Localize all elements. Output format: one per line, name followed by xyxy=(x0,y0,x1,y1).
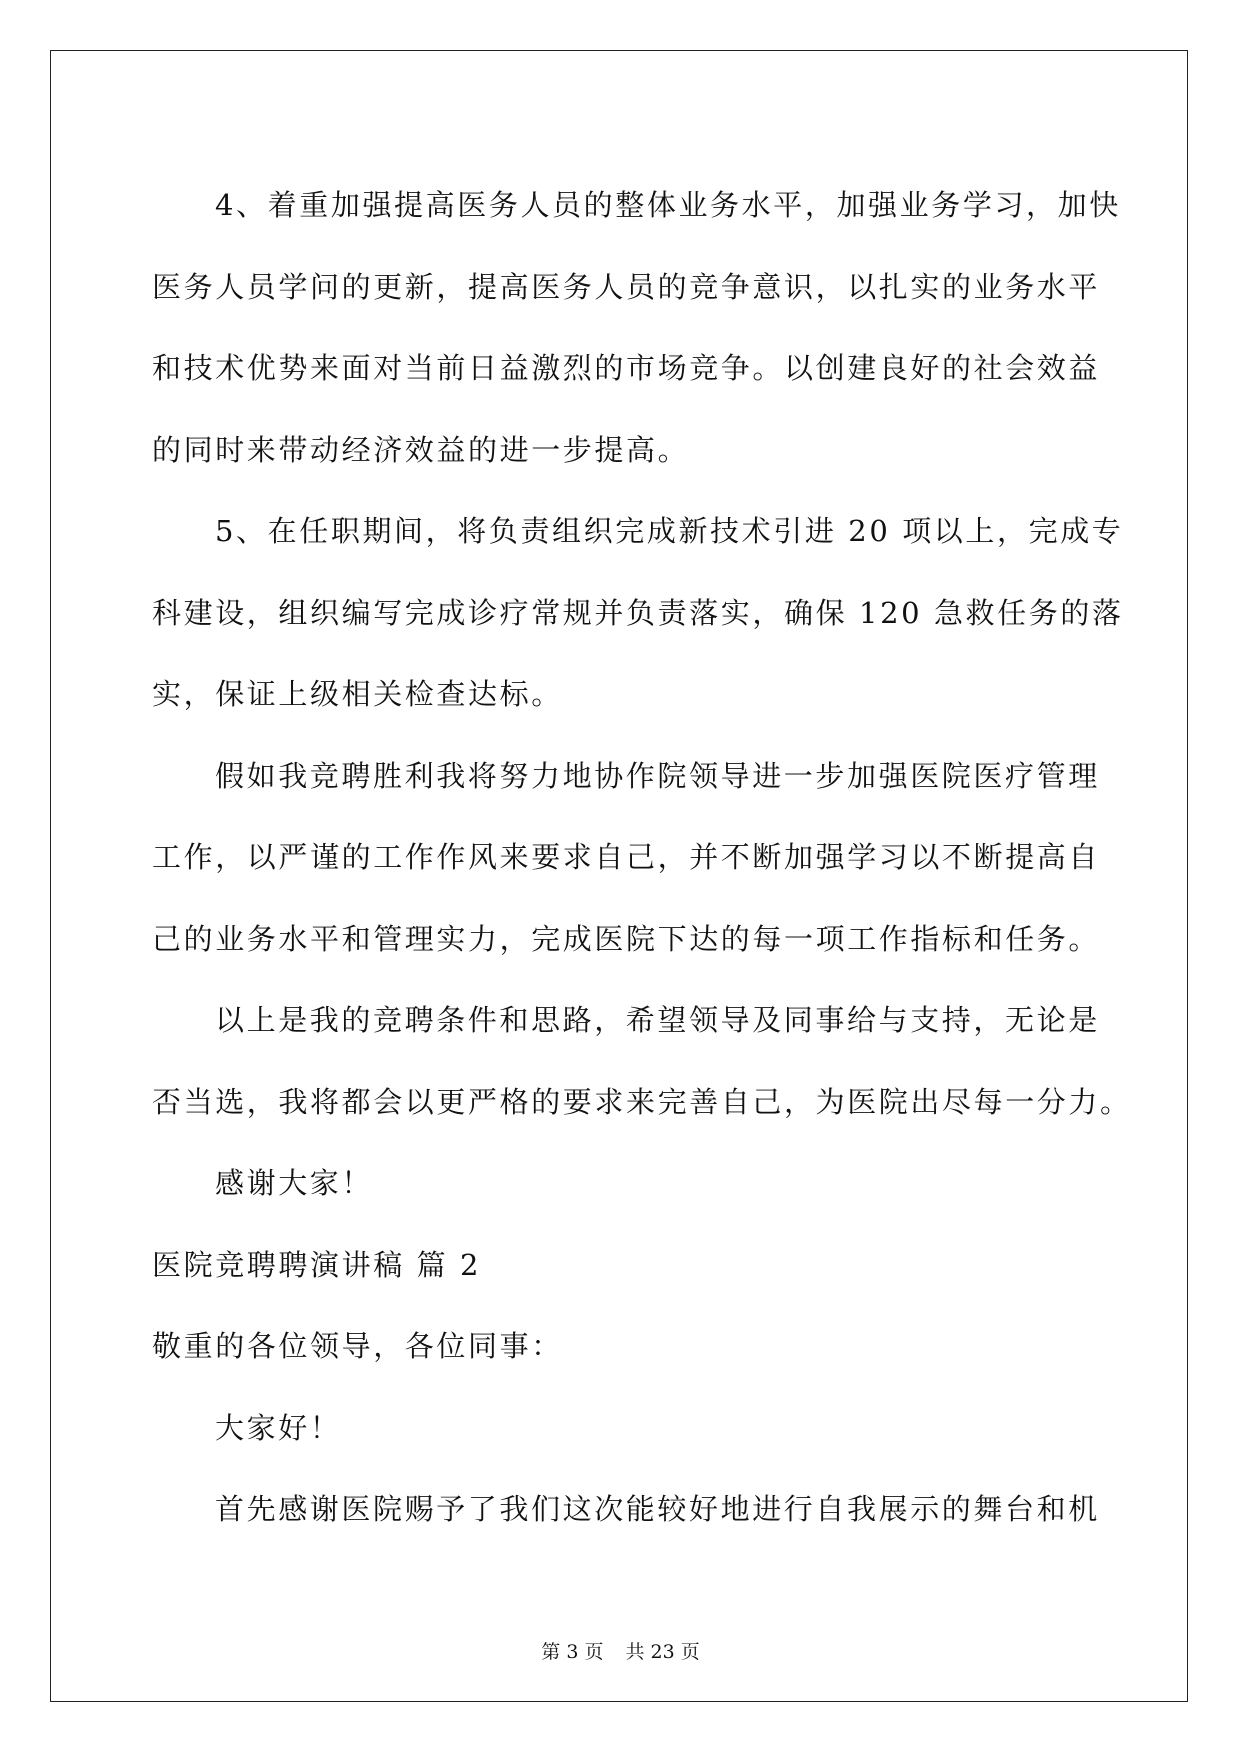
paragraph-4 xyxy=(152,980,1132,1143)
text-line: 的同时来带动经济效益的进一步提高。 xyxy=(152,432,690,467)
greeting xyxy=(152,1388,1092,1470)
paragraph-3 xyxy=(152,736,1101,981)
page-footer xyxy=(0,1637,1241,1664)
paragraph-2 xyxy=(152,491,1124,736)
text-line: 5、在任职期间，将负责组织完成新技术引进 20 项以上，完成专 xyxy=(215,514,1124,548)
page-total: 共 23 页 xyxy=(625,1641,700,1663)
paragraph-1 xyxy=(152,165,1121,491)
text-line: 首先感谢医院赐予了我们这次能较好地进行自我展示的舞台和机 xyxy=(215,1492,1100,1526)
text-line: 己的业务水平和管理实力，完成医院下达的每一项工作指标和任务。 xyxy=(152,921,1101,956)
paragraph-5 xyxy=(152,1143,1092,1225)
section-title: 医院竞聘聘演讲稿 篇 2 xyxy=(152,1247,482,1282)
text-line: 科建设，组织编写完成诊疗常规并负责落实，确保 120 急救任务的落 xyxy=(152,595,1124,630)
paragraph-6 xyxy=(152,1469,1100,1551)
text-line: 4、着重加强提高医务人员的整体业务水平，加强业务学习，加快 xyxy=(215,188,1121,222)
text-line: 工作，以严谨的工作作风来要求自己，并不断加强学习以不断提高自 xyxy=(152,840,1101,874)
text-line: 感谢大家！ xyxy=(215,1166,374,1200)
text-line: 以上是我的竞聘条件和思路，希望领导及同事给与支持，无论是 xyxy=(215,1003,1100,1037)
text-line: 否当选，我将都会以更严格的要求来完善自己，为医院出尽每一分力。 xyxy=(152,1084,1132,1119)
text-line: 大家好！ xyxy=(215,1410,342,1445)
text-line: 假如我竞聘胜利我将努力地协作院领导进一步加强医院医疗管理 xyxy=(215,758,1100,793)
text-line: 实，保证上级相关检查达标。 xyxy=(152,677,563,711)
text-line: 医务人员学问的更新，提高医务人员的竞争意识，以扎实的业务水平 xyxy=(152,269,1101,304)
document-body xyxy=(152,165,1132,1551)
salutation xyxy=(152,1306,1092,1388)
page-number: 第 3 页 xyxy=(541,1641,604,1663)
text-line: 敬重的各位领导，各位同事： xyxy=(152,1329,563,1363)
text-line: 和技术优势来面对当前日益激烈的市场竞争。以创建良好的社会效益 xyxy=(152,351,1101,385)
